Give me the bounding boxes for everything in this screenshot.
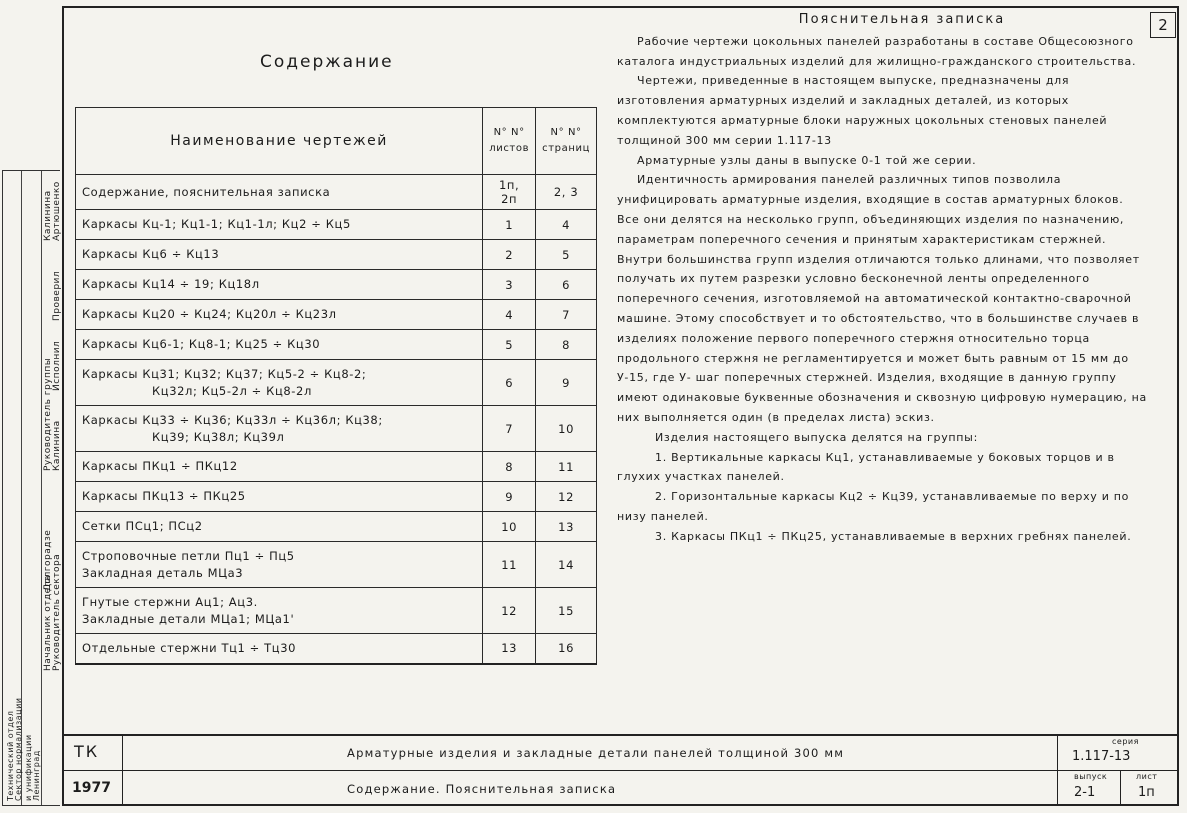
row-pages: 5 <box>536 240 597 270</box>
row-pages: 6 <box>536 270 597 300</box>
note-paragraph: Рабочие чертежи цокольных панелей разработаны в составе Общесоюзного каталога индустриальных изделий для жилищно-гражданского строительства. <box>617 34 1137 68</box>
side-name-1: Калинина <box>43 190 53 241</box>
row-pages: 10 <box>536 406 597 452</box>
sheet-label: лист <box>1136 772 1158 781</box>
sheet-title: Содержание. Пояснительная записка <box>347 782 617 796</box>
side-name-4: Калинина <box>52 420 62 471</box>
table-row <box>76 360 597 406</box>
row-sheets: 10 <box>483 512 536 542</box>
table-header-row <box>76 108 597 175</box>
header-sheet-numbers: N° N° листов <box>483 108 536 175</box>
page-number: 2 <box>1150 12 1176 38</box>
side-role-4: Исполнил <box>52 340 62 391</box>
row-sheets: 4 <box>483 300 536 330</box>
main-title: Арматурные изделия и закладные детали панелей толщиной 300 мм <box>347 746 845 760</box>
note-list-item: 3. Каркасы ПКц1 ÷ ПКц25, устанавливаемые в верхних гребнях панелей. <box>655 529 1132 543</box>
row-sheets: 2 <box>483 240 536 270</box>
side-role-5: Проверил <box>52 270 62 321</box>
row-sheets: 1 <box>483 210 536 240</box>
row-pages: 14 <box>536 542 597 588</box>
note-title: Пояснительная записка <box>798 12 1006 27</box>
row-sheets: 8 <box>483 452 536 482</box>
title-block <box>62 734 1179 806</box>
table-row <box>76 406 597 452</box>
side-org-line-4: Ленинград <box>32 750 41 801</box>
row-pages: 7 <box>536 300 597 330</box>
row-sheets: 3 <box>483 270 536 300</box>
row-sheets: 12 <box>483 588 536 634</box>
side-org-line-3: и унификации <box>24 734 33 801</box>
side-org-line-1: Технический отдел <box>6 710 15 801</box>
row-sheets: 9 <box>483 482 536 512</box>
row-name: Гнутые стержни Ац1; Ац3. Закладные детали МЦа1; МЦа1' <box>76 588 483 634</box>
side-stamp <box>2 170 60 806</box>
row-name: Отдельные стержни Тц1 ÷ Тц30 <box>76 634 483 664</box>
contents-table <box>75 107 597 665</box>
table-row <box>76 270 597 300</box>
row-name: Каркасы Кц31; Кц32; Кц37; Кц5-2 ÷ Кц8-2; Кц32л; Кц5-2л ÷ Кц8-2л <box>76 360 483 406</box>
contents-title: Содержание <box>260 52 394 72</box>
side-name-2: Артюшенко <box>52 181 62 241</box>
row-name: Каркасы ПКц13 ÷ ПКц25 <box>76 482 483 512</box>
row-pages: 11 <box>536 452 597 482</box>
row-name: Каркасы Кц6 ÷ Кц13 <box>76 240 483 270</box>
header-drawing-name: Наименование чертежей <box>76 108 483 175</box>
row-pages: 4 <box>536 210 597 240</box>
side-role-1: Начальник отдела <box>43 575 53 671</box>
table-row <box>76 588 597 634</box>
row-pages: 12 <box>536 482 597 512</box>
table-row <box>76 512 597 542</box>
row-sheets: 11 <box>483 542 536 588</box>
row-sheets: 1п, 2п <box>483 175 536 210</box>
header-page-numbers: N° N° страниц <box>536 108 597 175</box>
row-pages: 15 <box>536 588 597 634</box>
row-name: Содержание, пояснительная записка <box>76 175 483 210</box>
note-list-item: 1. Вертикальные каркасы Кц1, устанавливаемые у боковых торцов и в глухих участках панелей. <box>617 450 1115 484</box>
series-label: серия <box>1112 737 1139 746</box>
row-name: Строповочные петли Пц1 ÷ Пц5 Закладная деталь МЦа3 <box>76 542 483 588</box>
table-row <box>76 634 597 664</box>
explanatory-note <box>617 10 1147 547</box>
table-row <box>76 240 597 270</box>
issue-value: 2-1 <box>1074 785 1096 800</box>
table-row <box>76 482 597 512</box>
org-code: ТК <box>74 742 100 761</box>
side-name-3: Долгорадзе <box>43 529 53 591</box>
side-role-3: Руководитель группы <box>43 357 53 471</box>
series-value: 1.117-13 <box>1072 749 1131 764</box>
row-pages: 9 <box>536 360 597 406</box>
table-row <box>76 452 597 482</box>
side-role-2: Руководитель сектора <box>52 553 62 671</box>
issue-label: выпуск <box>1074 772 1108 781</box>
row-name: Сетки ПСц1; ПСц2 <box>76 512 483 542</box>
table-row <box>76 330 597 360</box>
row-name: Каркасы Кц33 ÷ Кц36; Кц33л ÷ Кц36л; Кц38; Кц39; Кц38л; Кц39л <box>76 406 483 452</box>
row-sheets: 7 <box>483 406 536 452</box>
row-name: Каркасы Кц20 ÷ Кц24; Кц20л ÷ Кц23л <box>76 300 483 330</box>
row-pages: 16 <box>536 634 597 664</box>
row-name: Каркасы Кц-1; Кц1-1; Кц1-1л; Кц2 ÷ Кц5 <box>76 210 483 240</box>
note-paragraph: Идентичность армирования панелей различных типов позволила унифицировать арматурные изделия, входящие в состав арматурных блоков. Все они делятся на несколько групп, объединяющих изделия по назначению, параметрам поперечного сечения и принятым характеристикам стержней. Внутри большинства групп изделия отличаются только длинами, что позволяет получать их путем разрезки условно бесконечной ленты определенного поперечного сечения, изготовляемой на автоматической контактно-сварочной машине. Этому способствует и то обстоятельство, что в большинстве случаев в изделиях положение первого поперечного стержня относительно торца продольного стержня не регламентируется и может быть равным от 15 мм до У-15, где У- шаг поперечных стержней. Изделия, входящие в данную группу имеют одинаковые буквенные обозначения и сквозную цифровую нумерацию, на них выполняется один (в пределах листа) эскиз. <box>617 173 1147 424</box>
row-name: Каркасы Кц14 ÷ 19; Кц18л <box>76 270 483 300</box>
table-row <box>76 175 597 210</box>
note-paragraph: Арматурные узлы даны в выпуске 0-1 той же серии. <box>637 153 977 167</box>
row-sheets: 6 <box>483 360 536 406</box>
year: 1977 <box>72 780 111 796</box>
row-pages: 2, 3 <box>536 175 597 210</box>
side-org-line-2: Сектор нормализации <box>14 697 23 801</box>
note-paragraph: Изделия настоящего выпуска делятся на группы: <box>655 430 978 444</box>
row-name: Каркасы ПКц1 ÷ ПКц12 <box>76 452 483 482</box>
sheet-value: 1п <box>1138 785 1155 800</box>
row-name: Каркасы Кц6-1; Кц8-1; Кц25 ÷ Кц30 <box>76 330 483 360</box>
table-row <box>76 300 597 330</box>
table-row <box>76 542 597 588</box>
row-pages: 8 <box>536 330 597 360</box>
row-pages: 13 <box>536 512 597 542</box>
note-list-item: 2. Горизонтальные каркасы Кц2 ÷ Кц39, устанавливаемые по верху и по низу панелей. <box>617 490 1130 523</box>
table-row <box>76 210 597 240</box>
note-paragraph: Чертежи, приведенные в настоящем выпуске, предназначены для изготовления арматурных изделий и закладных деталей, из которых комплектуются арматурные блоки наружных цокольных стеновых панелей толщиной 300 мм серии 1.117-13 <box>617 74 1108 147</box>
row-sheets: 13 <box>483 634 536 664</box>
row-sheets: 5 <box>483 330 536 360</box>
